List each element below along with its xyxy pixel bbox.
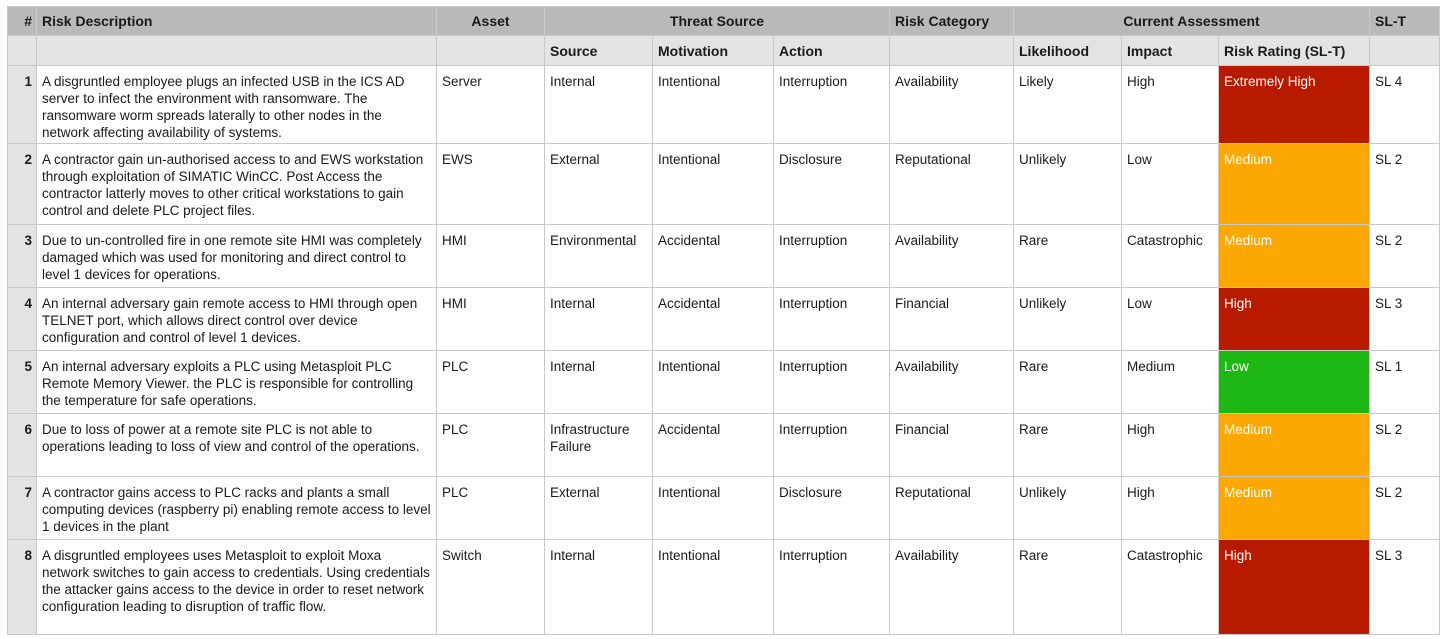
action-cell: Interruption <box>774 540 890 635</box>
risk-description-cell: A disgruntled employee plugs an infected USB in the ICS AD server to infect the environment with ransomware. The ransomware worm spreads laterally to other nodes in the network affecting availability of systems. <box>37 66 437 144</box>
sl-t-cell: SL 2 <box>1370 225 1440 288</box>
risk-category-cell: Availability <box>890 351 1014 414</box>
impact-cell: High <box>1122 477 1219 540</box>
likelihood-cell: Likely <box>1014 66 1122 144</box>
risk-register-table <box>7 6 1440 635</box>
row-number: 4 <box>8 288 37 351</box>
source-cell: Environmental <box>545 225 653 288</box>
source-cell: Internal <box>545 66 653 144</box>
risk-category-cell: Availability <box>890 66 1014 144</box>
table-row <box>8 351 1440 414</box>
sl-t-cell: SL 3 <box>1370 288 1440 351</box>
action-cell: Interruption <box>774 288 890 351</box>
motivation-cell: Intentional <box>653 351 774 414</box>
likelihood-cell: Rare <box>1014 351 1122 414</box>
subheader-sl-t <box>1370 36 1440 66</box>
row-number: 2 <box>8 144 37 225</box>
table-row <box>8 540 1440 635</box>
subheader-asset <box>437 36 545 66</box>
motivation-cell: Intentional <box>653 66 774 144</box>
table-row <box>8 225 1440 288</box>
source-cell: External <box>545 144 653 225</box>
impact-cell: High <box>1122 66 1219 144</box>
asset-cell: Server <box>437 66 545 144</box>
likelihood-cell: Unlikely <box>1014 288 1122 351</box>
risk-rating-cell: Medium <box>1219 225 1370 288</box>
asset-cell: PLC <box>437 351 545 414</box>
table-row <box>8 144 1440 225</box>
sl-t-cell: SL 2 <box>1370 414 1440 477</box>
impact-cell: High <box>1122 414 1219 477</box>
risk-description-cell: A disgruntled employees uses Metasploit to exploit Moxa network switches to gain access to credentials. Using credentials the attacker gains access to the device in order to reset network configuration leading to disruption of traffic flow. <box>37 540 437 635</box>
risk-category-cell: Financial <box>890 288 1014 351</box>
motivation-cell: Accidental <box>653 288 774 351</box>
subheader-motivation: Motivation <box>653 36 774 66</box>
impact-cell: Medium <box>1122 351 1219 414</box>
header-risk-description: Risk Description <box>37 7 437 36</box>
header-sl-t: SL-T <box>1370 7 1440 36</box>
risk-category-cell: Availability <box>890 225 1014 288</box>
risk-rating-cell: Extremely High <box>1219 66 1370 144</box>
asset-cell: PLC <box>437 477 545 540</box>
likelihood-cell: Unlikely <box>1014 477 1122 540</box>
action-cell: Disclosure <box>774 477 890 540</box>
source-cell: Internal <box>545 288 653 351</box>
asset-cell: EWS <box>437 144 545 225</box>
sl-t-cell: SL 2 <box>1370 477 1440 540</box>
table-row <box>8 414 1440 477</box>
subheader-risk-description <box>37 36 437 66</box>
row-number: 5 <box>8 351 37 414</box>
subheader-action: Action <box>774 36 890 66</box>
risk-rating-cell: High <box>1219 540 1370 635</box>
subheader-risk-category <box>890 36 1014 66</box>
asset-cell: Switch <box>437 540 545 635</box>
risk-description-cell: An internal adversary exploits a PLC using Metasploit PLC Remote Memory Viewer. the PLC is responsible for controlling the temperature for safe operations. <box>37 351 437 414</box>
header-threat-source: Threat Source <box>545 7 890 36</box>
motivation-cell: Accidental <box>653 225 774 288</box>
risk-rating-cell: Low <box>1219 351 1370 414</box>
row-number: 7 <box>8 477 37 540</box>
risk-description-cell: Due to loss of power at a remote site PLC is not able to operations leading to loss of view and control of the operations. <box>37 414 437 477</box>
source-cell: Internal <box>545 540 653 635</box>
impact-cell: Low <box>1122 288 1219 351</box>
asset-cell: HMI <box>437 288 545 351</box>
header-risk-category: Risk Category <box>890 7 1014 36</box>
source-cell: Internal <box>545 351 653 414</box>
motivation-cell: Intentional <box>653 477 774 540</box>
subheader-likelihood: Likelihood <box>1014 36 1122 66</box>
risk-rating-cell: Medium <box>1219 414 1370 477</box>
action-cell: Interruption <box>774 414 890 477</box>
asset-cell: HMI <box>437 225 545 288</box>
risk-rating-cell: Medium <box>1219 477 1370 540</box>
row-number: 1 <box>8 66 37 144</box>
action-cell: Interruption <box>774 225 890 288</box>
row-number: 8 <box>8 540 37 635</box>
subheader-num <box>8 36 37 66</box>
likelihood-cell: Rare <box>1014 225 1122 288</box>
asset-cell: PLC <box>437 414 545 477</box>
risk-description-cell: Due to un-controlled fire in one remote site HMI was completely damaged which was used for monitoring and direct control to level 1 devices for operations. <box>37 225 437 288</box>
subheader-source: Source <box>545 36 653 66</box>
likelihood-cell: Rare <box>1014 414 1122 477</box>
header-current-assessment: Current Assessment <box>1014 7 1370 36</box>
impact-cell: Low <box>1122 144 1219 225</box>
risk-description-cell: An internal adversary gain remote access to HMI through open TELNET port, which allows direct control over device configuration and control of level 1 devices. <box>37 288 437 351</box>
action-cell: Interruption <box>774 66 890 144</box>
table-row <box>8 66 1440 144</box>
table-row <box>8 288 1440 351</box>
likelihood-cell: Rare <box>1014 540 1122 635</box>
table-row <box>8 477 1440 540</box>
risk-category-cell: Reputational <box>890 144 1014 225</box>
risk-description-cell: A contractor gains access to PLC racks and plants a small computing devices (raspberry pi) enabling remote access to level 1 devices in the plant <box>37 477 437 540</box>
sl-t-cell: SL 3 <box>1370 540 1440 635</box>
source-cell: Infrastructure Failure <box>545 414 653 477</box>
sl-t-cell: SL 2 <box>1370 144 1440 225</box>
motivation-cell: Intentional <box>653 144 774 225</box>
risk-rating-cell: Medium <box>1219 144 1370 225</box>
impact-cell: Catastrophic <box>1122 540 1219 635</box>
header-num: # <box>8 7 37 36</box>
subheader-impact: Impact <box>1122 36 1219 66</box>
sl-t-cell: SL 4 <box>1370 66 1440 144</box>
action-cell: Interruption <box>774 351 890 414</box>
row-number: 6 <box>8 414 37 477</box>
risk-category-cell: Availability <box>890 540 1014 635</box>
risk-category-cell: Reputational <box>890 477 1014 540</box>
motivation-cell: Accidental <box>653 414 774 477</box>
row-number: 3 <box>8 225 37 288</box>
subheader-risk-rating: Risk Rating (SL-T) <box>1219 36 1370 66</box>
motivation-cell: Intentional <box>653 540 774 635</box>
source-cell: External <box>545 477 653 540</box>
risk-category-cell: Financial <box>890 414 1014 477</box>
risk-description-cell: A contractor gain un-authorised access to and EWS workstation through exploitation of SIMATIC WinCC. Post Access the contractor latterly moves to other critical workstations to gain control and delete PLC project files. <box>37 144 437 225</box>
impact-cell: Catastrophic <box>1122 225 1219 288</box>
header-asset: Asset <box>437 7 545 36</box>
sl-t-cell: SL 1 <box>1370 351 1440 414</box>
likelihood-cell: Unlikely <box>1014 144 1122 225</box>
action-cell: Disclosure <box>774 144 890 225</box>
risk-rating-cell: High <box>1219 288 1370 351</box>
